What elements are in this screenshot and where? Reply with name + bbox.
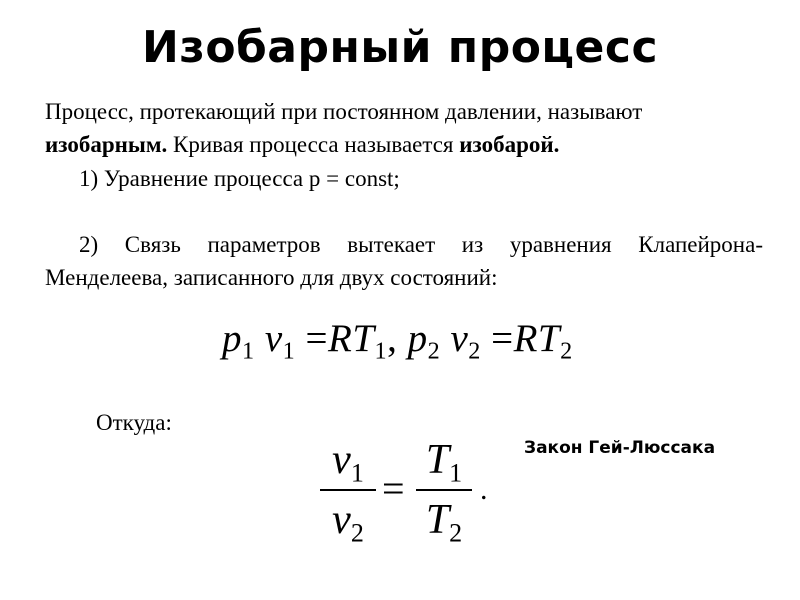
intro-line-1: Процесс, протекающий при постоянном давлении, называют	[45, 99, 643, 124]
v1-numerator: $v_1$	[332, 437, 364, 488]
equals-sign: =	[382, 466, 405, 511]
t1-numerator: $T_1$	[425, 437, 463, 488]
item-2-relation	[45, 228, 763, 294]
term-isobar: изобарой.	[459, 132, 560, 157]
f1-eq1: =	[305, 317, 328, 360]
item-1-equation: 1) Уравнение процесса p = const;	[79, 166, 400, 191]
slide-title: Изобарный процесс	[141, 22, 659, 73]
clapeyron-formula	[222, 316, 573, 365]
intro-text-curve: Кривая процесса называется	[167, 132, 460, 157]
f1-rt1: $RT_1$	[328, 317, 388, 365]
whence-label: Откуда:	[96, 410, 172, 435]
intro-paragraph	[45, 95, 765, 161]
formula-period: .	[480, 473, 488, 506]
gay-lussac-law-label: Закон Гей-Люссака	[524, 438, 716, 458]
intro-line-2	[45, 128, 765, 161]
t2-denominator: $T_2$	[425, 497, 463, 548]
v2-denominator: $v_2$	[332, 497, 364, 548]
item-2-line-2: Менделеева, записанного для двух состояний:	[45, 265, 498, 290]
f1-comma: ,	[387, 317, 398, 360]
f1-p1: $p_1$	[222, 317, 255, 365]
item-2-line-1: 2) Связь параметров вытекает из уравнения Клапейрона-	[79, 232, 763, 257]
f1-v2: $v_2$	[450, 317, 481, 365]
f1-rt2: $RT_2$	[513, 317, 573, 365]
f1-eq2: =	[491, 317, 514, 360]
fraction-bar-left	[320, 489, 376, 491]
term-isobaric: изобарным.	[45, 132, 168, 157]
f1-v1: $v_1$	[264, 317, 296, 365]
f1-p2: $p_2$	[407, 317, 441, 365]
fraction-bar-right	[416, 489, 472, 491]
